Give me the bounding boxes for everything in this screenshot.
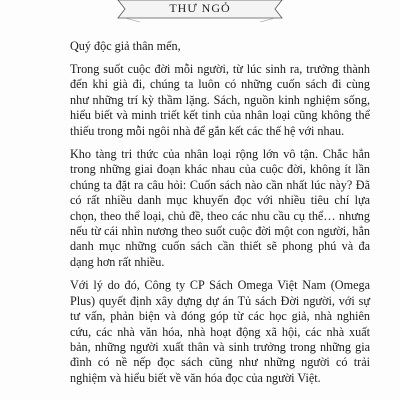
header-banner [0, 0, 400, 24]
paragraph-2: Kho tàng tri thức của nhân loại rộng lớn vô tận. Chắc hẳn trong những giai đoạn khác nhau của cuộc đời, không ít lần chúng ta đặt ra câu hỏi: Cuốn sách nào cần nhất lúc này? Đã có rất nhiều danh mục khuyến đọc với nhiều tiêu chí lựa chọn, theo thể loại, chủ đề, theo các nhu cầu cụ thể… nhưng nếu từ cái nhìn nương theo suốt cuộc đời một con người, hẳn danh mục những cuốn sách cần thiết sẽ phong phú và đa dạng hơn rất nhiều. [70, 147, 370, 269]
salutation: Quý độc giả thân mến, [70, 39, 181, 53]
page-title: THƯ NGỎ [169, 1, 231, 15]
paragraph-1: Trong suốt cuộc đời mỗi người, từ lúc sinh ra, trưởng thành đến khi già đi, chúng ta luôn có những cuốn sách đi cùng như những trí kỳ thầm lặng. Sách, nguồn kinh nghiệm sống, hiểu biết và minh triết kết tinh của nhân loại cũng không thể thiếu trong mỗi ngôi nhà để gắn kết các thế hệ với nhau. [70, 62, 370, 138]
paragraph-3: Với lý do đó, Công ty CP Sách Omega Việt Nam (Omega Plus) quyết định xây dựng dự án Tủ sách Đời người, với sự tư vấn, phản biện và đóng góp từ các học giả, nhà nghiên cứu, các nhà văn hóa, nhà hoạt động xã hội, các nhà xuất bản, những người xuất thân và sinh trưởng trong những gia đình có nề nếp đọc sách cũng như những người có trải nghiệm và hiểu biết về văn hóa đọc của người Việt. [70, 278, 370, 385]
letter-body [70, 39, 370, 394]
